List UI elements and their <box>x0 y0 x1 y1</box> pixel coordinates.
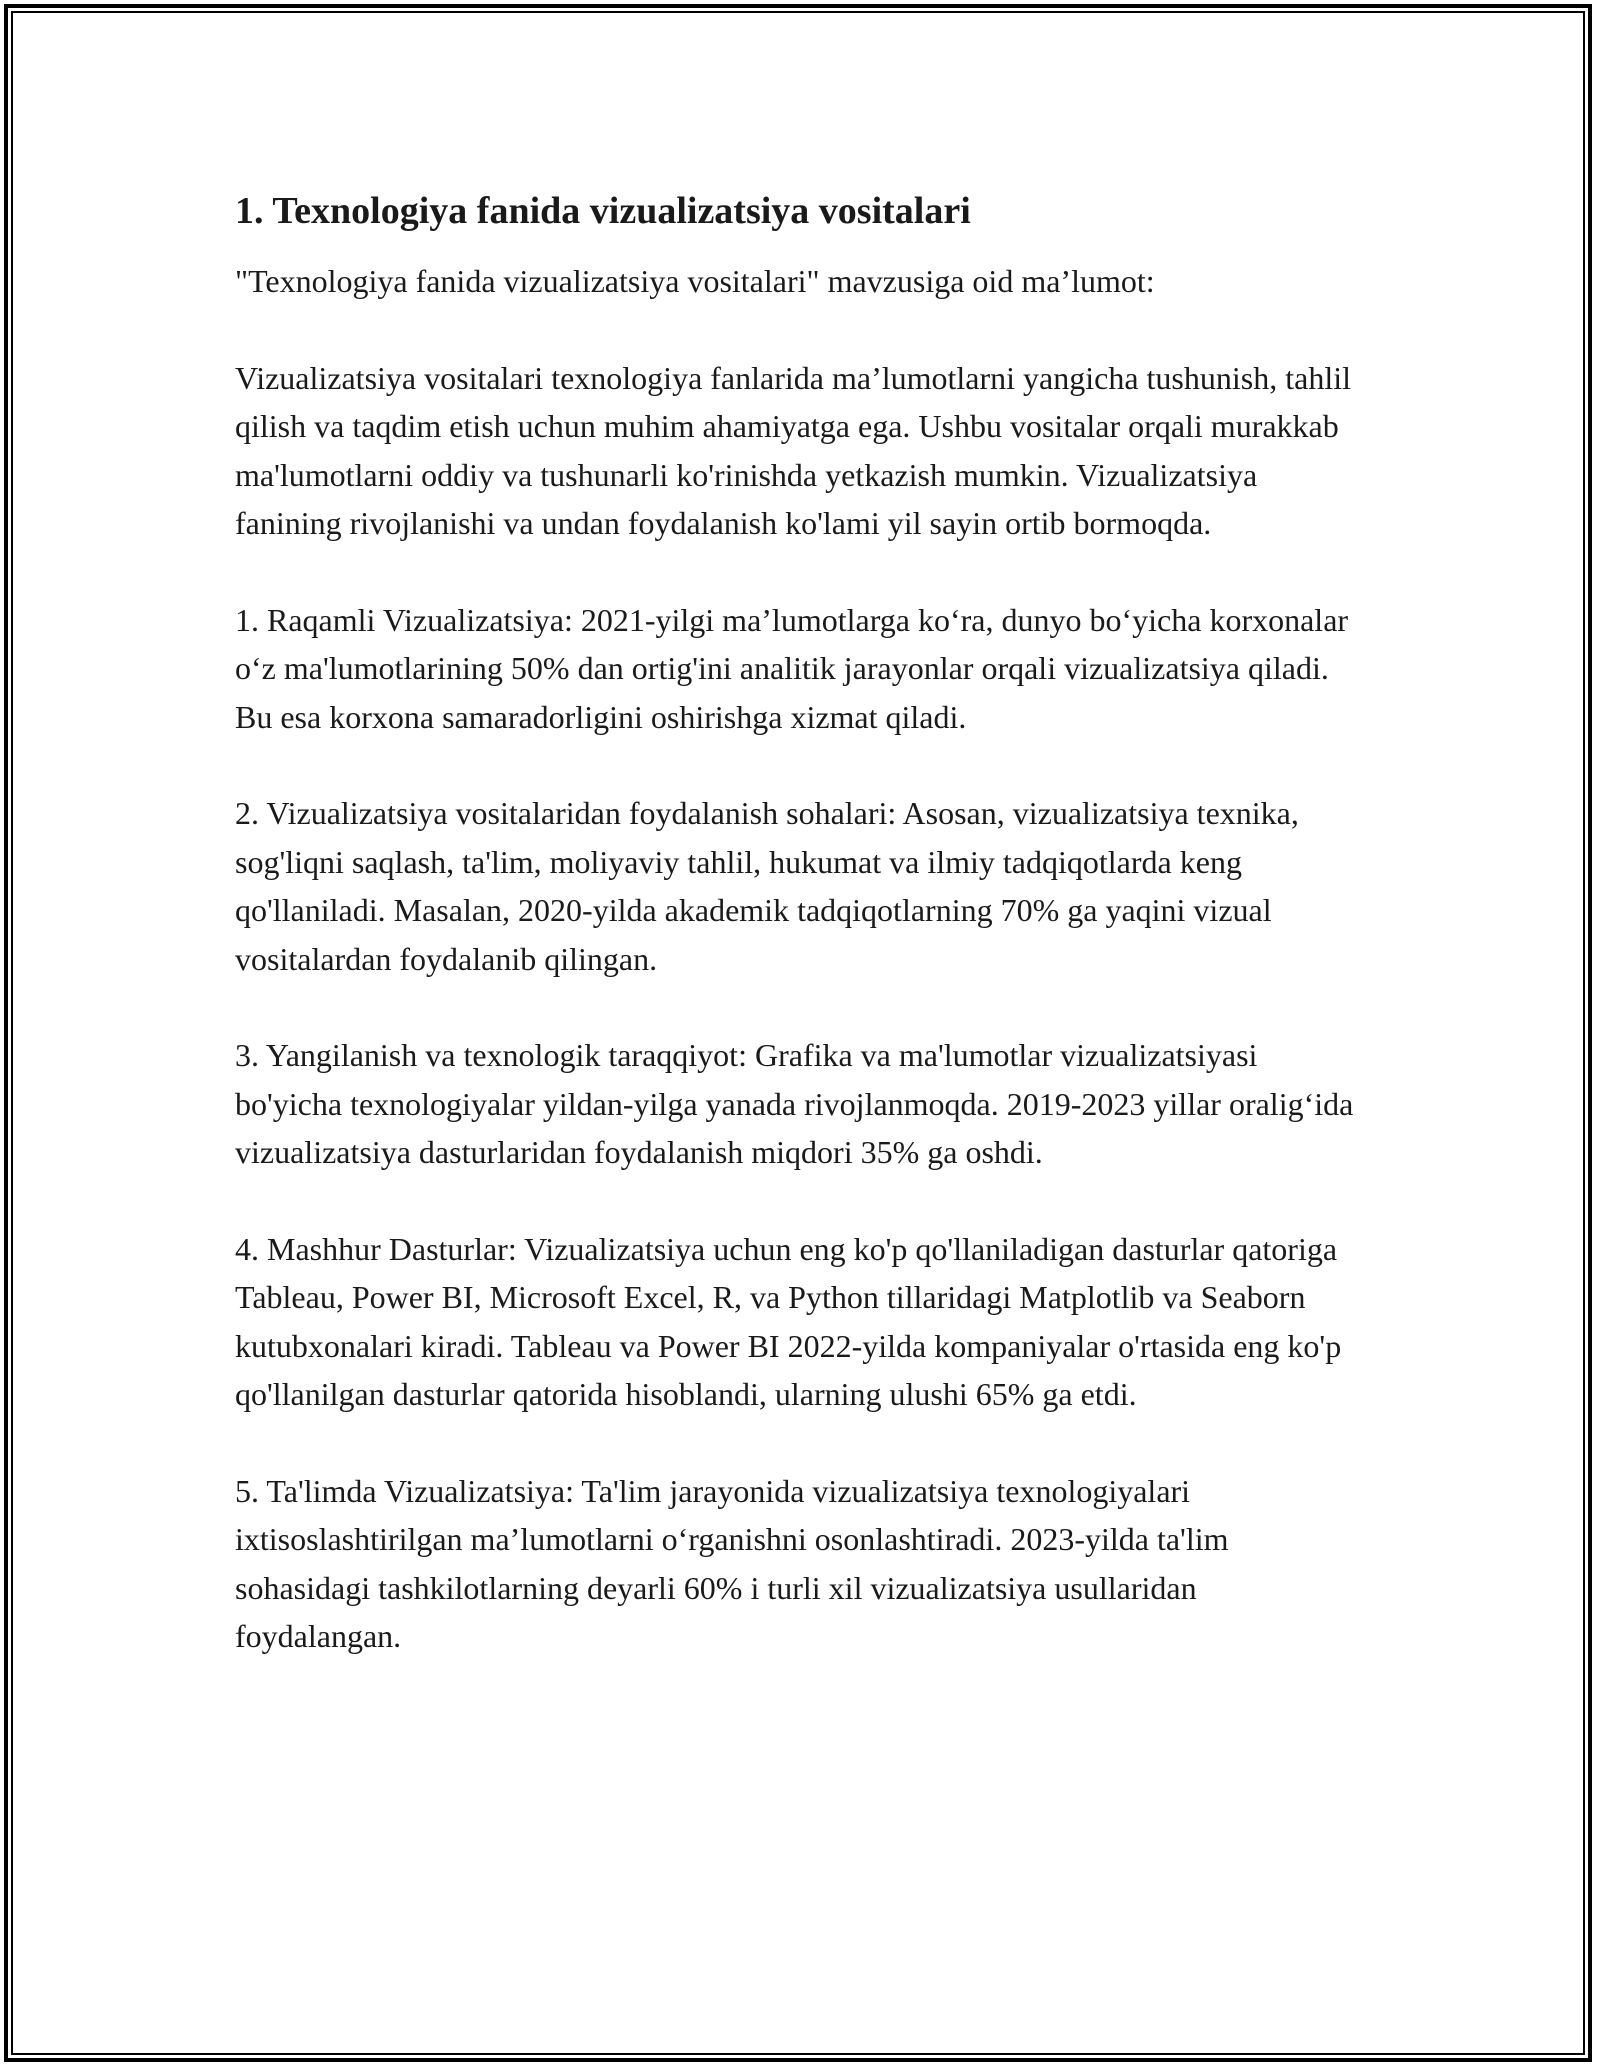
document-body <box>235 185 1370 1661</box>
paragraph-item-4: 4. Mashhur Dasturlar: Vizualizatsiya uchun eng ko'p qo'llaniladigan dasturlar qatoriga Tableau, Power BI, Microsoft Excel, R, va Python tillaridagi Matplotlib va Seaborn kutubxonalari kiradi. Tableau va Power BI 2022-yilda kompaniyalar o'rtasida eng ko'p qo'llanilgan dasturlar qatorida hisoblandi, ularning ulushi 65% ga etdi. <box>235 1230 1342 1412</box>
paragraph-item-1: 1. Raqamli Vizualizatsiya: 2021-yilgi ma’lumotlarga ko‘ra, dunyo bo‘yicha korxonalar o‘z ma'lumotlarining 50% dan ortig'ini analitik jarayonlar orqali vizualizatsiya qiladi. Bu esa korxona samaradorligini oshirishga xizmat qiladi. <box>235 601 1349 735</box>
paragraph-item-5: 5. Ta'limda Vizualizatsiya: Ta'lim jarayonida vizualizatsiya texnologiyalari ixtisoslashtirilgan ma’lumotlarni o‘rganishni osonlashtiradi. 2023-yilda ta'lim sohasidagi tashkilotlarning deyarli 60% i turli xil vizualizatsiya usullaridan foydalangan. <box>235 1472 1229 1654</box>
paragraph-overview: Vizualizatsiya vositalari texnologiya fanlarida ma’lumotlarni yangicha tushunish, tahlil qilish va taqdim etish uchun muhim ahamiyatga ega. Ushbu vositalar orqali murakkab ma'lumotlarni oddiy va tushunarli ko'rinishda yetkazish mumkin. Vizualizatsiya fanining rivojlanishi va undan foydalanish ko'lami yil sayin ortib bormoqda. <box>235 359 1351 541</box>
document-heading: 1. Texnologiya fanida vizualizatsiya vositalari <box>235 190 971 232</box>
paragraph-item-2: 2. Vizualizatsiya vositalaridan foydalanish sohalari: Asosan, vizualizatsiya texnika, sog'liqni saqlash, ta'lim, moliyaviy tahlil, hukumat va ilmiy tadqiqotlarda keng qo'llaniladi. Masalan, 2020-yilda akademik tadqiqotlarning 70% ga yaqini vizual vositalardan foydalanib qilingan. <box>235 795 1299 977</box>
intro-line: "Texnologiya fanida vizualizatsiya vositalari" mavzusiga oid ma’lumot: <box>235 263 1155 299</box>
paragraph-item-3: 3. Yangilanish va texnologik taraqqiyot: Grafika va ma'lumotlar vizualizatsiyasi bo'yicha texnologiyalar yildan-yilga yanada rivojlanmoqda. 2019-2023 yillar oralig‘ida vizualizatsiya dasturlaridan foydalanish miqdori 35% ga oshdi. <box>235 1037 1354 1170</box>
